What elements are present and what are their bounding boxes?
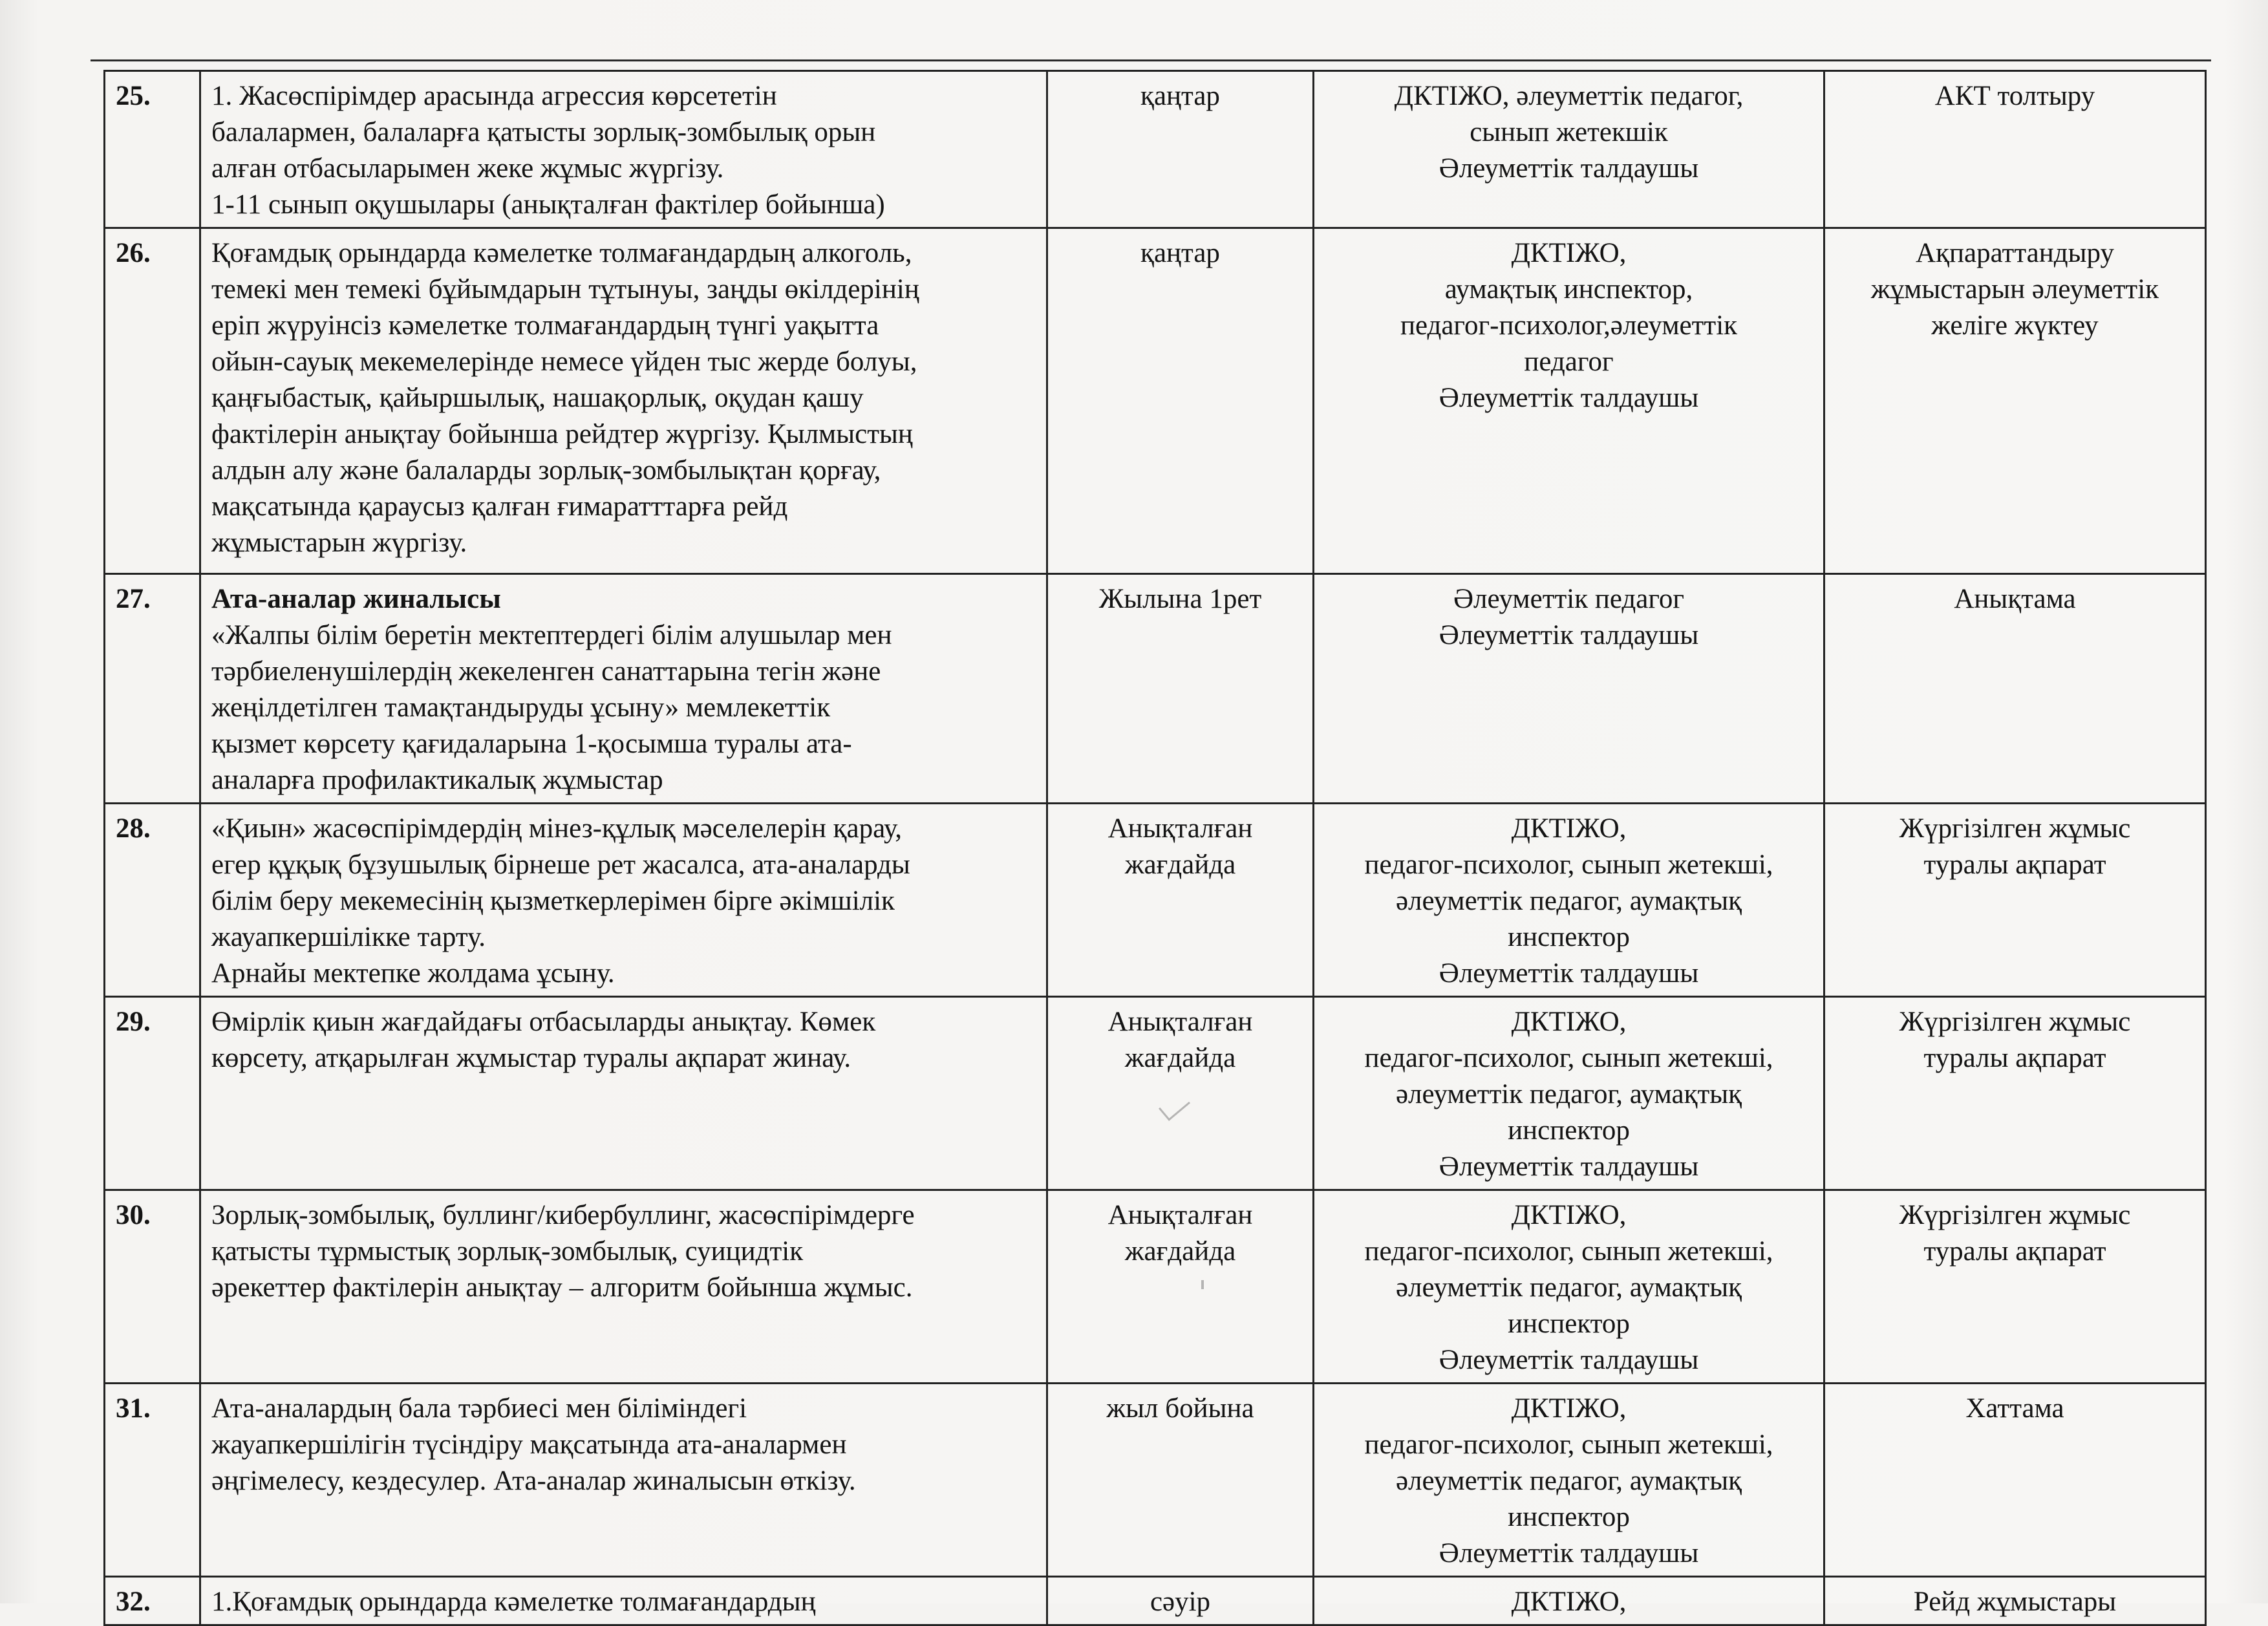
activity-cell-line: 1-11 сынып оқушылары (анықталған фактілер бойынша) (211, 189, 885, 220)
activity-cell (200, 1190, 1047, 1384)
responsible-cell-line: әлеуметтік педагог, аумақтық (1395, 1079, 1742, 1109)
responsible-cell-line: аумақтық инспектор, (1444, 274, 1693, 305)
responsible-cell (1314, 997, 1824, 1190)
responsible-cell (1314, 228, 1824, 574)
term-cell (1047, 1190, 1314, 1384)
activity-plan-table (103, 70, 2207, 1626)
table-row (105, 71, 2206, 228)
responsible-cell-line: педагог-психолог, сынып жетекші, (1364, 1043, 1773, 1073)
activity-cell-line: Өмірлік қиын жағдайдағы отбасыларды анықтау. Көмек (211, 1007, 876, 1037)
responsible-cell-line: педагог-психолог, сынып жетекші, (1364, 850, 1773, 880)
term-cell (1047, 804, 1314, 997)
table-row (105, 997, 2206, 1190)
term-cell-line: Анықталған (1107, 1200, 1253, 1230)
activity-cell-line: қатысты тұрмыстық зорлық-зомбылық, суицидтік (211, 1236, 804, 1267)
completion-form-cell-line: Анықтама (1954, 584, 2076, 614)
activity-cell-line: алдын алу және балаларды зорлық-зомбылықтан қорғау, (211, 455, 881, 486)
responsible-cell-line: инспектор (1508, 922, 1630, 952)
term-cell-line: қаңтар (1140, 81, 1220, 111)
table-row (105, 574, 2206, 804)
responsible-cell-line: сынып жетекшік (1470, 117, 1668, 147)
completion-form-cell-line: туралы ақпарат (1923, 1236, 2106, 1267)
responsible-cell-line: ДКТІЖО, (1511, 238, 1627, 268)
activity-cell-line: әңгімелесу, кездесулер. Ата-аналар жиналысын өткізу. (211, 1466, 856, 1496)
term-cell-line: жағдайда (1124, 850, 1236, 880)
responsible-cell-line: ДКТІЖО, (1511, 1587, 1627, 1617)
pen-tick-mark (1201, 1280, 1204, 1289)
row-number: 30. (105, 1190, 200, 1384)
responsible-cell-line: Әлеуметтік талдаушы (1439, 1151, 1699, 1182)
term-cell-line: жағдайда (1124, 1236, 1236, 1267)
completion-form-cell-line: Жүргізілген жұмыс (1899, 813, 2131, 844)
responsible-cell-line: педагог-психолог,әлеуметтік (1400, 310, 1738, 341)
table-row (105, 804, 2206, 997)
completion-form-cell (1824, 574, 2206, 804)
responsible-cell-line: инспектор (1508, 1115, 1630, 1146)
activity-cell-line: 1. Жасөспірімдер арасында агрессия көрсететін (211, 81, 777, 111)
activity-cell-line: жұмыстарын жүргізу. (211, 528, 467, 558)
activity-cell-line: қаңғыбастық, қайыршылық, нашақорлық, оқудан қашу (211, 383, 864, 413)
activity-cell-line: аналарға профилактикалық жұмыстар (211, 765, 663, 795)
activity-cell-line: «Жалпы білім беретін мектептердегі білім алушылар мен (211, 620, 892, 650)
activity-cell-line: «Қиын» жасөспірімдердің мінез-құлық мәселелерін қарау, (211, 813, 902, 844)
top-rule (91, 59, 2211, 61)
completion-form-cell-line: туралы ақпарат (1923, 850, 2106, 880)
activity-cell-line: темекі мен темекі бұйымдарын тұтынуы, заңды өкілдерінің (211, 274, 919, 305)
responsible-cell-line: Әлеуметтік талдаушы (1439, 153, 1699, 184)
completion-form-cell (1824, 1577, 2206, 1625)
activity-cell-line: жеңілдетілген тамақтандыруды ұсыну» мемлекеттік (211, 692, 831, 723)
activity-cell-line: еріп жүруінсіз кәмелетке толмағандардың түнгі уақытта (211, 310, 879, 341)
activity-cell (200, 1577, 1047, 1625)
activity-cell-line: білім беру мекемесінің қызметкерлерімен бірге әкімшілік (211, 886, 895, 916)
term-cell-line: сәуір (1150, 1587, 1211, 1617)
row-number: 31. (105, 1384, 200, 1577)
row-number: 28. (105, 804, 200, 997)
completion-form-cell-line: Жүргізілген жұмыс (1899, 1200, 2131, 1230)
responsible-cell-line: инспектор (1508, 1502, 1630, 1532)
completion-form-cell (1824, 228, 2206, 574)
responsible-cell-line: педагог-психолог, сынып жетекші, (1364, 1236, 1773, 1267)
responsible-cell-line: ДКТІЖО, (1511, 1393, 1627, 1424)
responsible-cell-line: ДКТІЖО, әлеуметтік педагог, (1394, 81, 1744, 111)
row-number: 26. (105, 228, 200, 574)
responsible-cell-line: педагог-психолог, сынып жетекші, (1364, 1429, 1773, 1460)
activity-cell-line: Зорлық-зомбылық, буллинг/кибербуллинг, жасөспірімдерге (211, 1200, 915, 1230)
activity-cell (200, 71, 1047, 228)
completion-form-cell-line: Рейд жұмыстары (1913, 1587, 2117, 1617)
responsible-cell-line: Әлеуметтік педагог (1453, 584, 1685, 614)
completion-form-cell (1824, 997, 2206, 1190)
activity-cell (200, 228, 1047, 574)
activity-cell-line: алған отбасыларымен жеке жұмыс жүргізу. (211, 153, 724, 184)
activity-cell-line: Қоғамдық орындарда кәмелетке толмағандардың алкоголь, (211, 238, 912, 268)
activity-cell (200, 997, 1047, 1190)
row-number: 27. (105, 574, 200, 804)
activity-cell-line: балалармен, балаларға қатысты зорлық-зомбылық орын (211, 117, 876, 147)
completion-form-cell-line: АКТ толтыру (1934, 81, 2095, 111)
row-number: 29. (105, 997, 200, 1190)
completion-form-cell (1824, 1384, 2206, 1577)
activity-cell-line: Арнайы мектепке жолдама ұсыну. (211, 958, 615, 989)
term-cell (1047, 1577, 1314, 1625)
completion-form-cell-line: Хаттама (1965, 1393, 2064, 1424)
activity-cell-line: көрсету, атқарылған жұмыстар туралы ақпарат жинау. (211, 1043, 851, 1073)
responsible-cell (1314, 71, 1824, 228)
activity-cell-line: егер құқық бұзушылық бірнеше рет жасалса, ата-аналарды (211, 850, 910, 880)
activity-cell (200, 1384, 1047, 1577)
completion-form-cell (1824, 1190, 2206, 1384)
term-cell (1047, 71, 1314, 228)
activity-cell-line: мақсатында қараусыз қалған ғимаратттарға рейд (211, 491, 788, 522)
responsible-cell-line: педагог (1524, 347, 1614, 377)
responsible-cell (1314, 1190, 1824, 1384)
responsible-cell (1314, 1577, 1824, 1625)
row-number: 32. (105, 1577, 200, 1625)
responsible-cell (1314, 1384, 1824, 1577)
term-cell-line: жағдайда (1124, 1043, 1236, 1073)
activity-cell-line: Ата-аналар жиналысы (211, 584, 501, 614)
completion-form-cell-line: туралы ақпарат (1923, 1043, 2106, 1073)
responsible-cell-line: Әлеуметтік талдаушы (1439, 620, 1699, 650)
term-cell-line: жыл бойына (1106, 1393, 1254, 1424)
responsible-cell-line: Әлеуметтік талдаушы (1439, 958, 1699, 989)
term-cell (1047, 1384, 1314, 1577)
responsible-cell-line: Әлеуметтік талдаушы (1439, 1345, 1699, 1375)
completion-form-cell-line: желіге жүктеу (1931, 310, 2099, 341)
responsible-cell-line: ДКТІЖО, (1511, 813, 1627, 844)
completion-form-cell (1824, 71, 2206, 228)
activity-cell-line: тәрбиеленушілердің жекеленген санаттарына тегін және (211, 656, 881, 687)
responsible-cell-line: ДКТІЖО, (1511, 1007, 1627, 1037)
table-row (105, 1384, 2206, 1577)
table-row (105, 1190, 2206, 1384)
responsible-cell (1314, 804, 1824, 997)
term-cell-line: Анықталған (1107, 1007, 1253, 1037)
term-cell-line: қаңтар (1140, 238, 1220, 268)
activity-cell-line: жауапкершілігін түсіндіру мақсатында ата-аналармен (211, 1429, 847, 1460)
table-row (105, 228, 2206, 574)
activity-cell (200, 804, 1047, 997)
activity-cell-line: 1.Қоғамдық орындарда кәмелетке толмағандардың (211, 1587, 816, 1617)
table-body (105, 71, 2206, 1625)
responsible-cell (1314, 574, 1824, 804)
activity-cell (200, 574, 1047, 804)
term-cell (1047, 574, 1314, 804)
term-cell (1047, 228, 1314, 574)
term-cell-line: Анықталған (1107, 813, 1253, 844)
responsible-cell-line: Әлеуметтік талдаушы (1439, 383, 1699, 413)
term-cell-line: Жылына 1рет (1098, 584, 1262, 614)
row-number: 25. (105, 71, 200, 228)
completion-form-cell-line: Ақпараттандыру (1916, 238, 2114, 268)
completion-form-cell-line: Жүргізілген жұмыс (1899, 1007, 2131, 1037)
table-row (105, 1577, 2206, 1625)
responsible-cell-line: инспектор (1508, 1309, 1630, 1339)
responsible-cell-line: әлеуметтік педагог, аумақтық (1395, 1466, 1742, 1496)
activity-cell-line: жауапкершілікке тарту. (211, 922, 486, 952)
activity-cell-line: қызмет көрсету қағидаларына 1-қосымша туралы ата- (211, 729, 852, 759)
activity-cell-line: Ата-аналардың бала тәрбиесі мен біліміндегі (211, 1393, 747, 1424)
responsible-cell-line: әлеуметтік педагог, аумақтық (1395, 1272, 1742, 1303)
activity-cell-line: ойын-сауық мекемелерінде немесе үйден тыс жерде болуы, (211, 347, 917, 377)
responsible-cell-line: ДКТІЖО, (1511, 1200, 1627, 1230)
activity-cell-line: фактілерін анықтау бойынша рейдтер жүргізу. Қылмыстың (211, 419, 913, 449)
activity-cell-line: әрекеттер фактілерін анықтау – алгоритм бойынша жұмыс. (211, 1272, 913, 1303)
responsible-cell-line: әлеуметтік педагог, аумақтық (1395, 886, 1742, 916)
completion-form-cell (1824, 804, 2206, 997)
responsible-cell-line: Әлеуметтік талдаушы (1439, 1538, 1699, 1568)
completion-form-cell-line: жұмыстарын әлеуметтік (1870, 274, 2159, 305)
